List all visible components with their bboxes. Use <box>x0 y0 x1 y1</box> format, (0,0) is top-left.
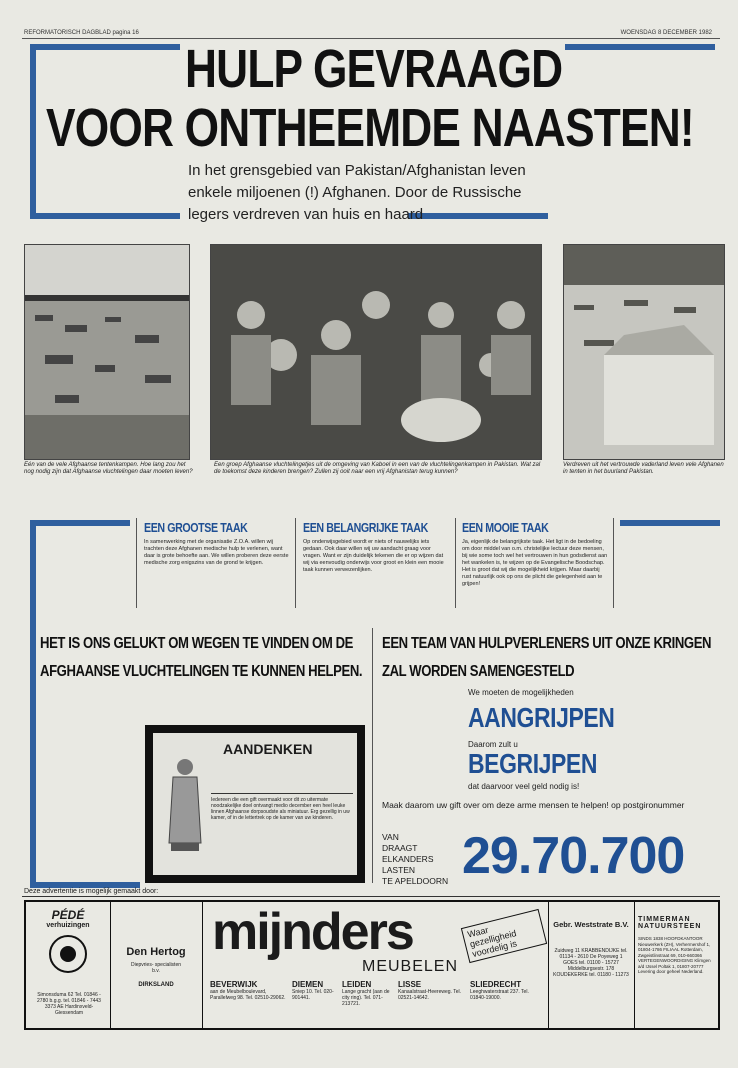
ad-mijnders <box>202 902 549 1028</box>
blue-bar-left <box>30 44 36 219</box>
hertog-name: Den Hertog <box>126 946 186 958</box>
blue-bar-bottom-left <box>30 213 180 219</box>
pede-name: PÉDÉ <box>51 908 85 922</box>
claim-left: HET IS ONS GELUKT OM WEGEN TE VINDEN OM DE AFGHAANSE VLUCHTELINGEN TE KUNNEN HELPEN. <box>40 635 363 680</box>
headline-line1: HULP GEVRAAGD <box>185 39 563 99</box>
van-word-1: VAN <box>382 832 399 842</box>
branch-item <box>210 980 286 1001</box>
branch-item <box>342 980 394 1007</box>
branch-city: LEIDEN <box>342 980 372 989</box>
children-illustration <box>211 245 541 459</box>
weststrate-address: Zuidweg 11 KRABBENDIJKE tel. 01134 - 2610 De Poyeweg 1 GOES tel. 01100 - 15727 Middelburgsestr. 178 KOUDEKERKE tel. 01180 - 11273 <box>553 948 629 978</box>
section-belangrijke-taak <box>303 520 449 574</box>
branch-info: Lange gracht (aan de city ring). Tel. 071-213721. <box>342 989 390 1007</box>
call-big2: BEGRIJPEN <box>468 748 598 779</box>
timmerman-address: SINDS 1838 HOOFDKANTOOR Nieuwerkerk (ZH), Verhermershof 1, 01804-1786 FILIAAL Rotterdam, Zwgeistlinstraat 69, 010-660366 VERTEGENWOORDIGING Klimgen a/d IJssel Poltak 1, 01807-20777 Levering door geheel Nederland. <box>638 936 711 974</box>
blue-bar-mid-top <box>30 520 130 526</box>
masthead-left: REFORMATORISCH DAGBLAD pagina 16 <box>24 30 139 36</box>
statue-figure-icon <box>165 755 205 855</box>
weststrate-name: Gebr. Weststrate B.V. <box>553 920 629 929</box>
intro-line3: legers verdreven van huis en haard <box>188 206 424 223</box>
van-word-4: LASTEN <box>382 865 416 875</box>
section-text: In samenwerking met de organisatie Z.O.A. willen wij trachten deze Afghanen medische hulp te verlenen, want daar is grote behoefte aan. We willen proberen deze eerste medische zorg enigszins van de grond te krijgen. <box>144 539 289 566</box>
call-big1: AANGRIJPEN <box>468 702 615 733</box>
hertog-sub: Diepvries- specialisten b.v. <box>130 962 182 974</box>
call-line2: Daarom zult u <box>468 740 518 749</box>
section-mooie-taak <box>462 520 610 588</box>
intro-text <box>188 160 526 226</box>
aandenken-rule <box>211 793 353 794</box>
section-divider-1 <box>136 518 137 608</box>
ad-timmerman <box>634 902 716 1028</box>
aandenken-title: AANDENKEN <box>223 741 313 757</box>
section-title: EEN BELANGRIJKE TAAK <box>303 520 428 535</box>
giro-line: Maak daarom uw gift over om deze arme mensen te helpen! op postgironummer <box>382 800 685 810</box>
aandenken-box <box>145 725 365 883</box>
branch-city: BEVERWIJK <box>210 980 258 989</box>
sponsor-rule <box>22 896 720 897</box>
blue-bar-top-right <box>565 44 715 50</box>
ad-pede <box>26 902 111 1028</box>
intro-line2: enkele miljoenen (!) Afghanen. Door de Russische <box>188 184 522 201</box>
branch-city: SLIEDRECHT <box>470 980 522 989</box>
van-word-5: TE APELDOORN <box>382 876 449 886</box>
branch-city: DIEMEN <box>292 980 324 989</box>
blue-bar-top-left <box>30 44 180 50</box>
hertog-place: DIRKSLAND <box>138 982 174 988</box>
caption-center: Een groep Afghaanse vluchtelingetjes uit de omgeving van Kaboel in een van de vluchtelingenkampen in Pakistan. Wat zal de toekomst deze kinderen brengen? Zullen zij ooit naar een vrij Afghanistan terug kunnen? <box>214 462 541 475</box>
section-text: Ja, eigenlijk de belangrijkste taak. Het ligt in de bedoeling om door middel van o.m. christelijke lectuur deze mensen, bij wie some toch wel het vertrouwen in hun godsdienst aan het wankelen is, te wijzen op de Evangelische Boodschap. Het is groot dat wij die mogelijkheid krijgen. Maar daarbij rust natuurlijk ook op ons de plicht die gelegenheid aan te grijpen! <box>462 539 608 587</box>
branch-info: Leeghwaterstraat 237. Tel. 01840-19000. <box>470 989 529 1001</box>
section-title: EEN GROOTSE TAAK <box>144 520 248 535</box>
section-divider-4 <box>613 518 614 608</box>
section-divider-3 <box>455 518 456 608</box>
pede-sub: verhuizingen <box>46 922 90 929</box>
branch-item <box>292 980 338 1001</box>
van-block <box>382 832 448 887</box>
call-line3: dat daarvoor veel geld nodig is! <box>468 782 580 791</box>
ads-strip <box>24 900 720 1030</box>
photo-children <box>210 244 542 460</box>
branch-info: Kanaalstraat-Heereweg. Tel. 02521-14642. <box>398 989 461 1001</box>
pede-address: Simonsduma 62 Tel. 01846 - 2780 b.g.g. tel. 01846 - 7443 3373 AE Hardinxveld-Giessendam <box>37 992 101 1016</box>
photo-tents <box>563 244 725 460</box>
tents-illustration <box>564 245 724 459</box>
section-grootse-taak <box>144 520 290 567</box>
blue-bar-mid-left <box>30 520 36 888</box>
branch-item <box>398 980 466 1001</box>
aandenken-inner <box>153 733 357 875</box>
call-line1: We moeten de mogelijkheden <box>468 688 574 697</box>
blue-bar-mid-right <box>620 520 720 526</box>
ad-weststrate <box>548 902 635 1028</box>
section-text: Op onderwijsgebied wordt er niets of nauwelijks iets gedaan. Ook daar willen wij uw aandacht graag voor vragen. Want er zijn duidelijk tekenen die er op wijzen dat wij via eenvoudig onderwijs voor groot en klein een mooie taak kunnen verwezenlijken. <box>303 539 444 573</box>
mijnders-name: mijnders <box>212 903 413 961</box>
branch-item <box>470 980 544 1001</box>
section-divider-2 <box>295 518 296 608</box>
masthead-right: WOENSDAG 8 DECEMBER 1982 <box>620 30 712 36</box>
claim-right: EEN TEAM VAN HULPVERLENERS UIT ONZE KRINGEN ZAL WORDEN SAMENGESTELD <box>382 635 712 680</box>
giro-number: 29.70.700 <box>462 827 685 885</box>
ad-den-hertog <box>110 902 203 1028</box>
caption-left: Eén van de vele Afghaanse tentenkampen. Hoe lang zou het nog nodig zijn dat Afghaanse vluchtelingen daar moeten leven? <box>24 462 193 475</box>
timmerman-name: TIMMERMAN NATUURSTEEN <box>638 916 702 930</box>
branch-info: aan de Meubelboulevard, Parallelweg 98. Tel. 02510-29062. <box>210 989 286 1001</box>
pede-logo-icon <box>48 934 88 974</box>
headline-line2: VOOR ONTHEEMDE NAASTEN! <box>46 98 694 158</box>
van-word-2: DRAAGT <box>382 843 418 853</box>
mijnders-sub: MEUBELEN <box>362 958 459 975</box>
aandenken-text: Iedereen die een gift overmaakt voor dit zo uitermate noodzakelijke doel ontvangt medio december een heel leuke linnen Afghaanse dorpsoudste als miniatuur. Erg gezellig in uw kamer, of in de lettertrek op de kamer van uw kinderen. <box>211 797 350 821</box>
branch-info: Sniep 10. Tel. 020-901441. <box>292 989 334 1001</box>
intro-line1: In het grensgebied van Pakistan/Afghanistan leven <box>188 162 526 179</box>
caption-right: Verdreven uit het vertrouwde vaderland leven vele Afghanen in tenten in het buurland Pakistan. <box>563 462 724 475</box>
tent-camp-illustration <box>25 245 189 459</box>
section-title: EEN MOOIE TAAK <box>462 520 549 535</box>
mijnders-slogan: Waar gezelligheid voordelig is <box>461 909 547 963</box>
claims-divider <box>372 628 373 883</box>
branch-city: LISSE <box>398 980 422 989</box>
sponsor-line: Deze advertentie is mogelijk gemaakt door: <box>24 888 159 895</box>
van-word-3: ELKANDERS <box>382 854 434 864</box>
photo-tent-camp <box>24 244 190 460</box>
